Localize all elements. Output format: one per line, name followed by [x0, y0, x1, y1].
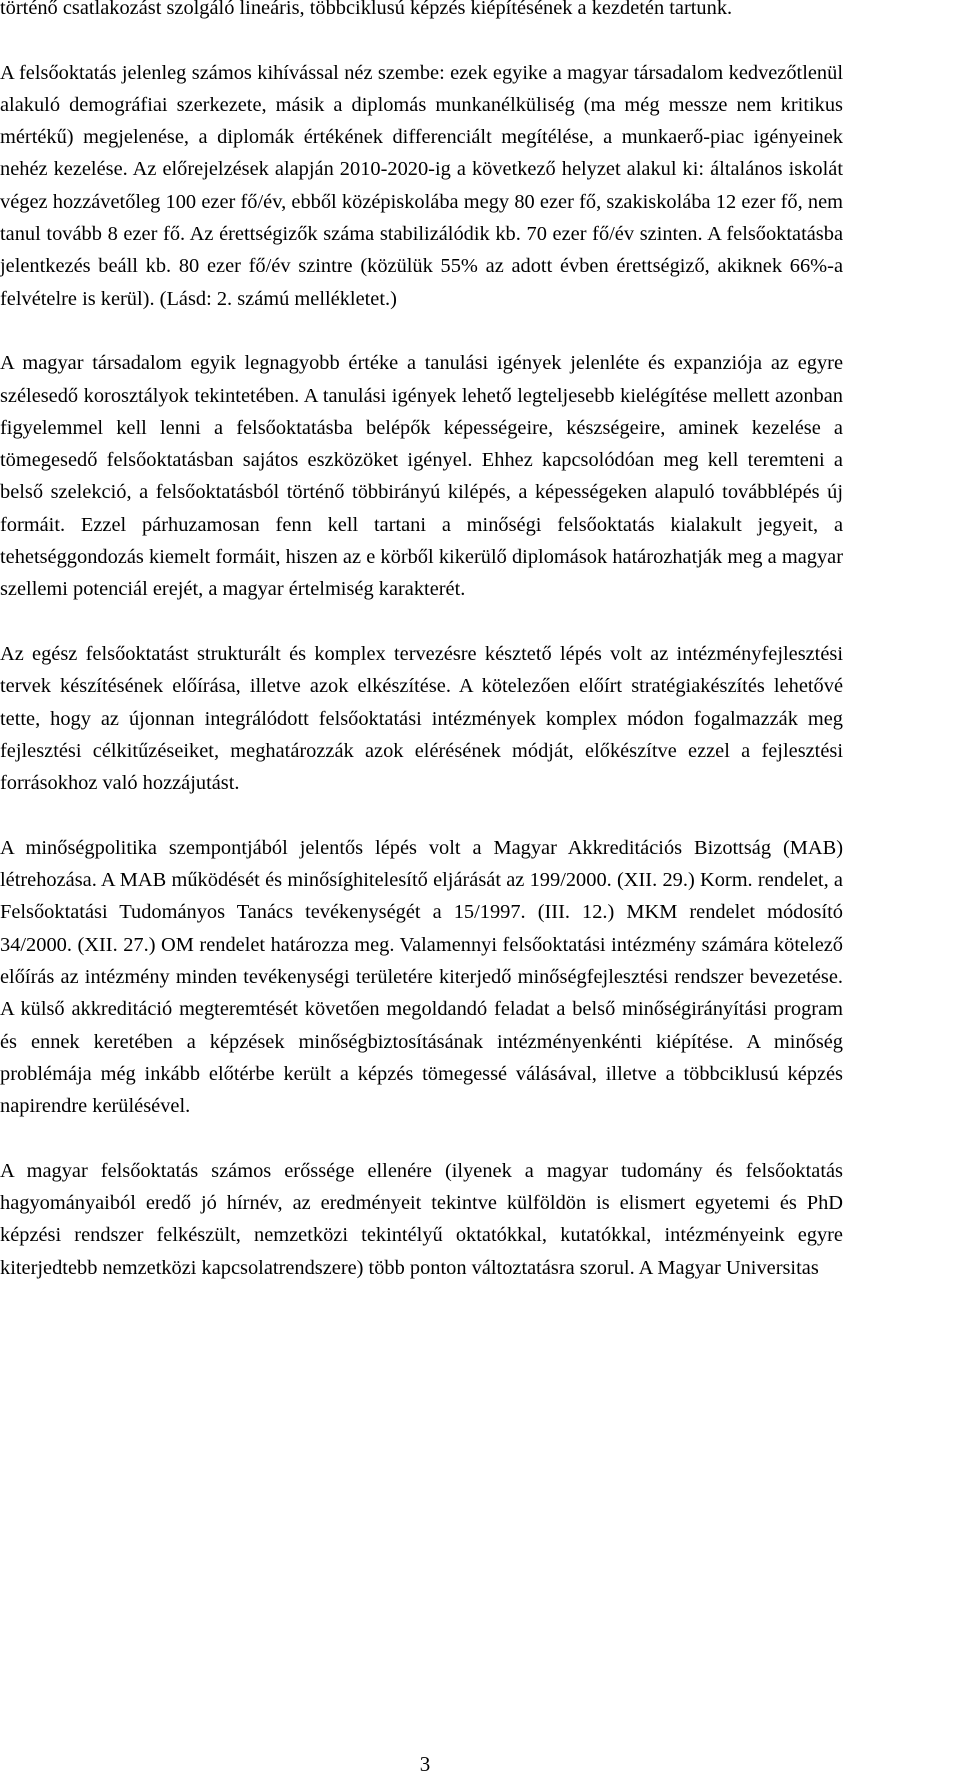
paragraph-challenges: A felsőoktatás jelenleg számos kihívással néz szembe: ezek egyike a magyar társadalom kedvezőtlenül alakuló demográfiai szerkezete, másik a diplomás munkanélküliség (ma még messze nem kritikus mértékű) megjelenése, a diplomák értékének differenciált megítélése, a munkaerő-piac igényeinek nehéz kezelése. Az előrejelzések alapján 2010-2020-ig a következő helyzet alakul ki: általános iskolát végez hozzávetőleg 100 ezer fő/év, ebből középiskolába megy 80 ezer fő, szakiskolába 12 ezer fő, nem tanul tovább 8 ezer fő. Az érettségizők száma stabilizálódik kb. 70 ezer fő/év szinten. A felsőoktatásba jelentkezés beáll kb. 80 ezer fő/év szintre (közülük 55% az adott évben érettségiző, akiknek 66%-a felvételre is kerül). (Lásd: 2. számú mellékletet.)	[0, 61, 843, 310]
page-number: 3	[419, 1752, 431, 1776]
paragraph-learning-needs: A magyar társadalom egyik legnagyobb értéke a tanulási igények jelenléte és expanziója az egyre szélesedő korosztályok tekintetében. A tanulási igények lehető legteljesebb kielégítése mellett azonban figyelemmel kell lenni a felsőoktatásba belépők képességeire, készségeire, aminek kezelése a tömegesedő felsőoktatásban sajátos eszközöket igényel. Ehhez kapcsolódóan meg kell teremteni a belső szelekció, a felsőoktatásból történő többirányú kilépés, a képességeken alapuló továbblépés új formáit. Ezzel párhuzamosan fenn kell tartani a minőségi felsőoktatás kialakult jegyeit, a tehetséggondozás kiemelt formáit, hiszen az e körből kikerülő diplomások határozhatják meg a magyar szellemi potenciál erejét, a magyar értelmiség karakterét.	[0, 352, 843, 601]
paragraph-institutional-planning: Az egész felsőoktatást strukturált és komplex tervezésre késztető lépés volt az intézményfejlesztési tervek készítésének előírása, illetve azok elkészítése. A kötelezően előírt stratégiakészítés lehetővé tette, hogy az újonnan integrálódott felsőoktatási intézmények komplex módon fogalmazzák meg fejlesztési célkitűzéseiket, meghatározzák azok elérésének módját, előkészítve ezzel a fejlesztési forrásokhoz való hozzájutást.	[0, 642, 843, 795]
paragraph-continuation: történő csatlakozást szolgáló lineáris, többciklusú képzés kiépítésének a kezdetén tartunk.	[0, 0, 733, 19]
paragraph-strengths: A magyar felsőoktatás számos erőssége ellenére (ilyenek a magyar tudomány és felsőoktatás hagyományaiból eredő jó hírnév, az eredményeit tekintve külföldön is elismert egyetemi és PhD képzési rendszer felkészült, nemzetközi tekintélyű oktatókkal, kutatókkal, intézményeink egyre kiterjedtebb nemzetközi kapcsolatrendszere) több ponton változtatásra szorul. A Magyar Universitas	[0, 1159, 843, 1279]
paragraph-quality-policy: A minőségpolitika szempontjából jelentős lépés volt a Magyar Akkreditációs Bizottság (MAB) létrehozása. A MAB működését és minősíghitelesítő eljárását az 199/2000. (XII. 29.) Korm. rendelet, a Felsőoktatási Tudományos Tanács tevékenységét a 15/1997. (III. 12.) MKM rendelet módosító 34/2000. (XII. 27.) OM rendelet határozza meg. Valamennyi felsőoktatási intézmény számára kötelező előírás az intézmény minden tevékenységi területére kiterjedő minőségfejlesztési rendszer bevezetése. A külső akkreditáció megteremtését követően megoldandó feladat a belső minőségirányítási program és ennek keretében a képzések minőségbiztosításának intézményenkénti kiépítése. A minőség problémája még inkább előtérbe került a képzés tömegessé válásával, illetve a többciklusú képzés napirendre kerülésével.	[0, 836, 843, 1118]
